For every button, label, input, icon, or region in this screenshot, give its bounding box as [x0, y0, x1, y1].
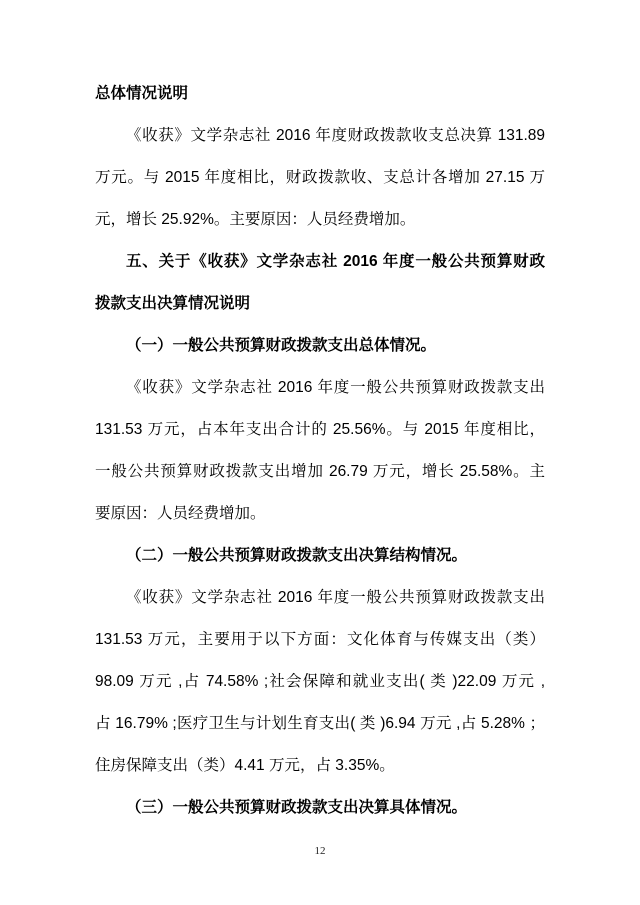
heading-section-five-line2: 拨款支出决算情况说明: [95, 295, 251, 312]
body-line: 元，增长 25.92%。主要原因：人员经费增加。: [95, 211, 416, 228]
page-number: 12: [314, 845, 326, 857]
body-line: 98.09 万元 ,占 74.58% ;社会保障和就业支出( 类 )22.09 万元 ,: [95, 673, 545, 690]
body-line: 住房保障支出（类）4.41 万元，占 3.35%。: [95, 757, 395, 774]
body-line: 131.53 万元，占本年支出合计的 25.56%。与 2015 年度相比，: [95, 421, 545, 438]
body-line: 131.53 万元，主要用于以下方面：文化体育与传媒支出（类）: [95, 631, 545, 648]
heading-overall-situation: 总体情况说明: [95, 85, 189, 102]
heading-subsection-one: （一）一般公共预算财政拨款支出总体情况。: [126, 337, 437, 354]
body-line: 万元。与 2015 年度相比，财政拨款收、支总计各增加 27.15 万: [95, 169, 545, 186]
document-body: [95, 73, 545, 829]
heading-subsection-two: （二）一般公共预算财政拨款支出决算结构情况。: [126, 547, 468, 564]
body-line: 要原因：人员经费增加。: [95, 505, 266, 522]
page-footer: [0, 841, 640, 859]
body-line: 《收获》文学杂志社 2016 年度财政拨款收支总决算 131.89: [126, 127, 545, 144]
body-line: 《收获》文学杂志社 2016 年度一般公共预算财政拨款支出: [126, 379, 545, 396]
body-line: 占 16.79% ;医疗卫生与计划生育支出( 类 )6.94 万元 ,占 5.28% ；: [95, 715, 545, 732]
body-line: 《收获》文学杂志社 2016 年度一般公共预算财政拨款支出: [126, 589, 545, 606]
heading-section-five-line1: 五、关于《收获》文学杂志社 2016 年度一般公共预算财政: [126, 253, 545, 270]
body-line: 一般公共预算财政拨款支出增加 26.79 万元，增长 25.58%。主: [95, 463, 545, 480]
heading-subsection-three: （三）一般公共预算财政拨款支出决算具体情况。: [126, 799, 468, 816]
